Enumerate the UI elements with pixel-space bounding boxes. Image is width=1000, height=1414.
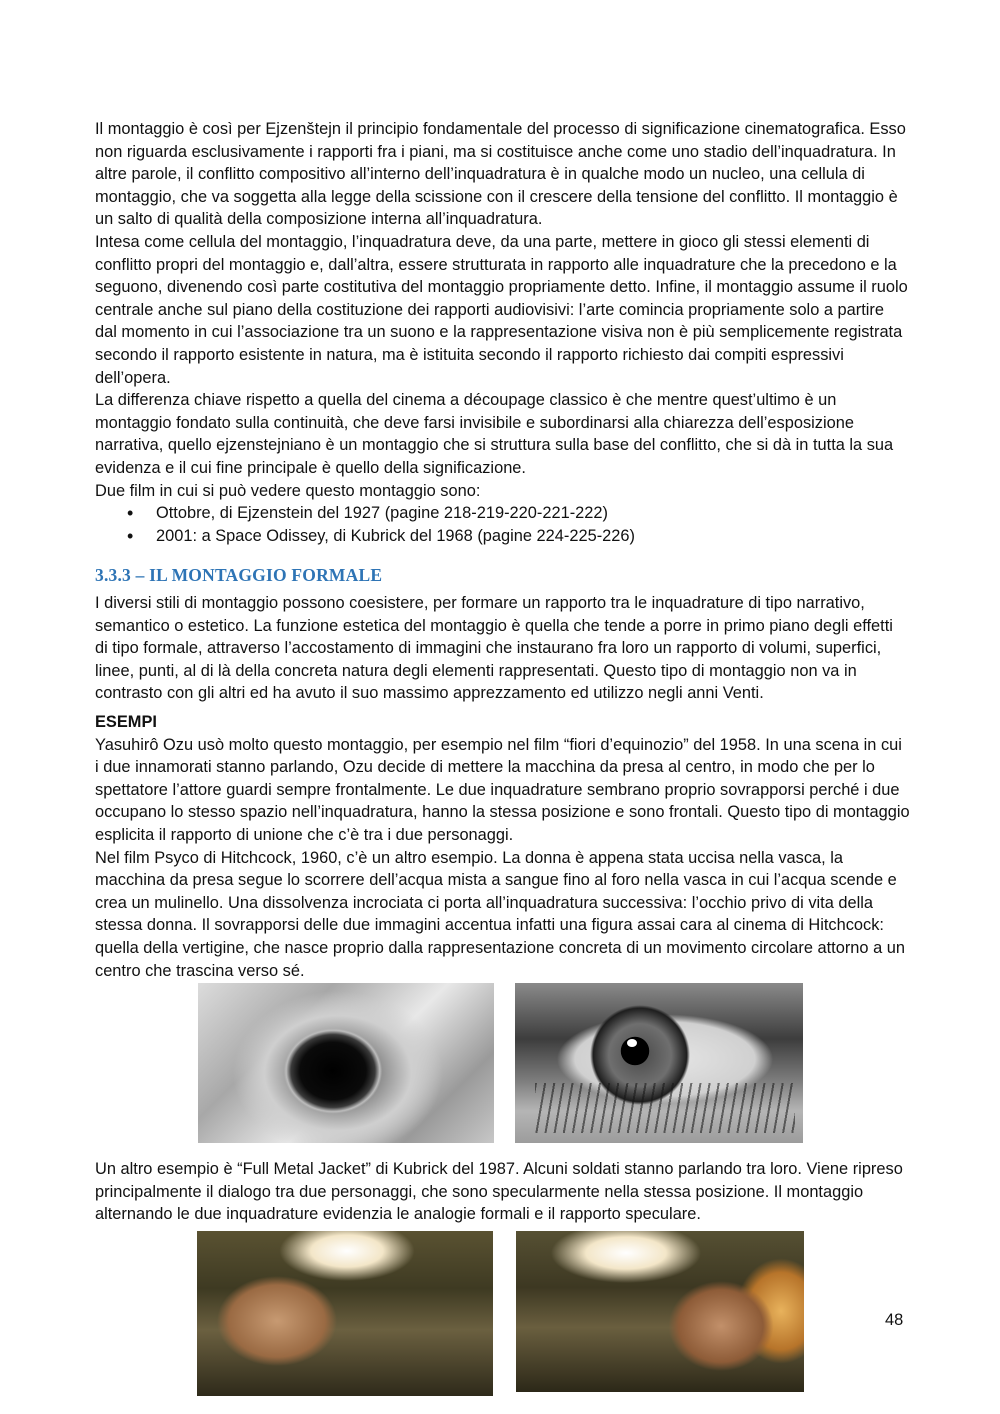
- list-item: • 2001: a Space Odissey, di Kubrick del 1968 (pagine 224-225-226): [95, 525, 910, 548]
- paragraph: Intesa come cellula del montaggio, l’inquadratura deve, da una parte, mettere in gioco gli stessi elementi di conflitto propri del montaggio e, dall’altra, essere strutturata in rapporto alle inquadrature che la precedono e la seguono, divenendo così parte costitutiva del montaggio propriamente detto. Infine, il montaggio assume il ruolo centrale anche sul piano della costituzione dei rapporti audiovisivi: l’arte comincia propriamente solo a partire dal momento in cui l’associazione tra un suono e la rappresentazione visiva non è più semplicemente registrata secondo il rapporto esistente in natura, ma è istituita secondo il rapporto richiesto dai compiti espressivi dell’opera.: [95, 232, 908, 387]
- list-item: • Ottobre, di Ejzenstein del 1927 (pagine 218-219-220-221-222): [95, 502, 910, 525]
- closing-text: [95, 1158, 910, 1226]
- examples-heading: ESEMPI: [95, 712, 157, 731]
- section-heading: 3.3.3 – IL MONTAGGIO FORMALE: [95, 565, 383, 585]
- paragraph: Un altro esempio è “Full Metal Jacket” di Kubrick del 1987. Alcuni soldati stanno parlando tra loro. Viene ripreso principalmente il dialogo tra due personaggi, che sono specularmente nella stessa posizione. Il montaggio alternando le due inquadrature evidenzia le analogie formali e il rapporto speculare.: [95, 1160, 903, 1224]
- page-number: 48: [885, 1311, 904, 1329]
- paragraph: Due film in cui si può vedere questo montaggio sono:: [95, 481, 481, 500]
- paragraph: Nel film Psyco di Hitchcock, 1960, c’è un altro esempio. La donna è appena stata uccisa nella vasca, la macchina da presa segue lo scorrere dell’acqua mista a sangue fino al foro nella vasca in cui l’acqua scende e crea un mulinello. Una dissolvenza incrociata ci porta all’inquadratura successiva: l’occhio privo di vita della stessa donna. Il sovrapporsi delle due immagini accentua infatti una figura assai cara al cinema di Hitchcock: quella della vertigine, che nasce proprio dalla rappresentazione concreta di un movimento circolare attorno a un centro che trascina verso sé.: [95, 848, 905, 980]
- intro-text: [95, 118, 910, 548]
- film-still-left: [197, 1231, 493, 1396]
- paragraph: Yasuhirô Ozu usò molto questo montaggio, per esempio nel film “fiori d’equinozio” del 1958. In una scena in cui i due innamorati stanno parlando, Ozu decide di mettere la macchina da presa al centro, in modo che per lo spettatore l’attore guardi sempre frontalmente. Le due inquadrature sembrano proprio sovrapporsi perché i due occupano lo stesso spazio nell’inquadratura, hanno la stessa posizione e sono frontali. Questo tipo di montaggio esplicita il rapporto di unione che c’è tra i due personaggi.: [95, 735, 910, 844]
- eye-image: [515, 983, 803, 1143]
- drain-image: [198, 983, 494, 1143]
- film-still-right: [516, 1231, 804, 1392]
- paragraph: I diversi stili di montaggio possono coesistere, per formare un rapporto tra le inquadrature di tipo narrativo, semantico o estetico. La funzione estetica del montaggio è quella che tende a porre in primo piano degli effetti di tipo formale, attraverso l’accostamento di immagini che instaurano fra loro un rapporto di volumi, superfici, linee, punti, al di là della concreta natura degli elementi rappresentati. Questo tipo di montaggio non va in contrasto con gli altri ed ha avuto il suo massimo apprezzamento ed utilizzo negli anni Venti.: [95, 594, 893, 703]
- film-list: [95, 502, 910, 548]
- paragraph: Il montaggio è così per Ejzenštejn il principio fondamentale del processo di significazione cinematografica. Esso non riguarda esclusivamente i rapporti fra i piani, ma si costituisce anche come uno stadio dell’inquadratura. In altre parole, il conflitto compositivo all’interno dell’inquadratura è in qualche modo un nucleo, una cellula di montaggio, che va soggetta alla legge della scissione con il crescere della tensione del conflitto. Il montaggio è un salto di qualità della composizione interna all’inquadratura.: [95, 120, 906, 229]
- section-text: [95, 592, 910, 982]
- paragraph: La differenza chiave rispetto a quella del cinema a découpage classico è che mentre quest’ultimo è un montaggio fondato sulla continuità, che deve farsi invisibile e subordinarsi alla chiarezza dell’esposizione narrativa, quello ejzenstejniano è un montaggio che si struttura sulla base del conflitto, che si dà in tutta la sua evidenza e il cui fine principale è quello della significazione.: [95, 391, 894, 477]
